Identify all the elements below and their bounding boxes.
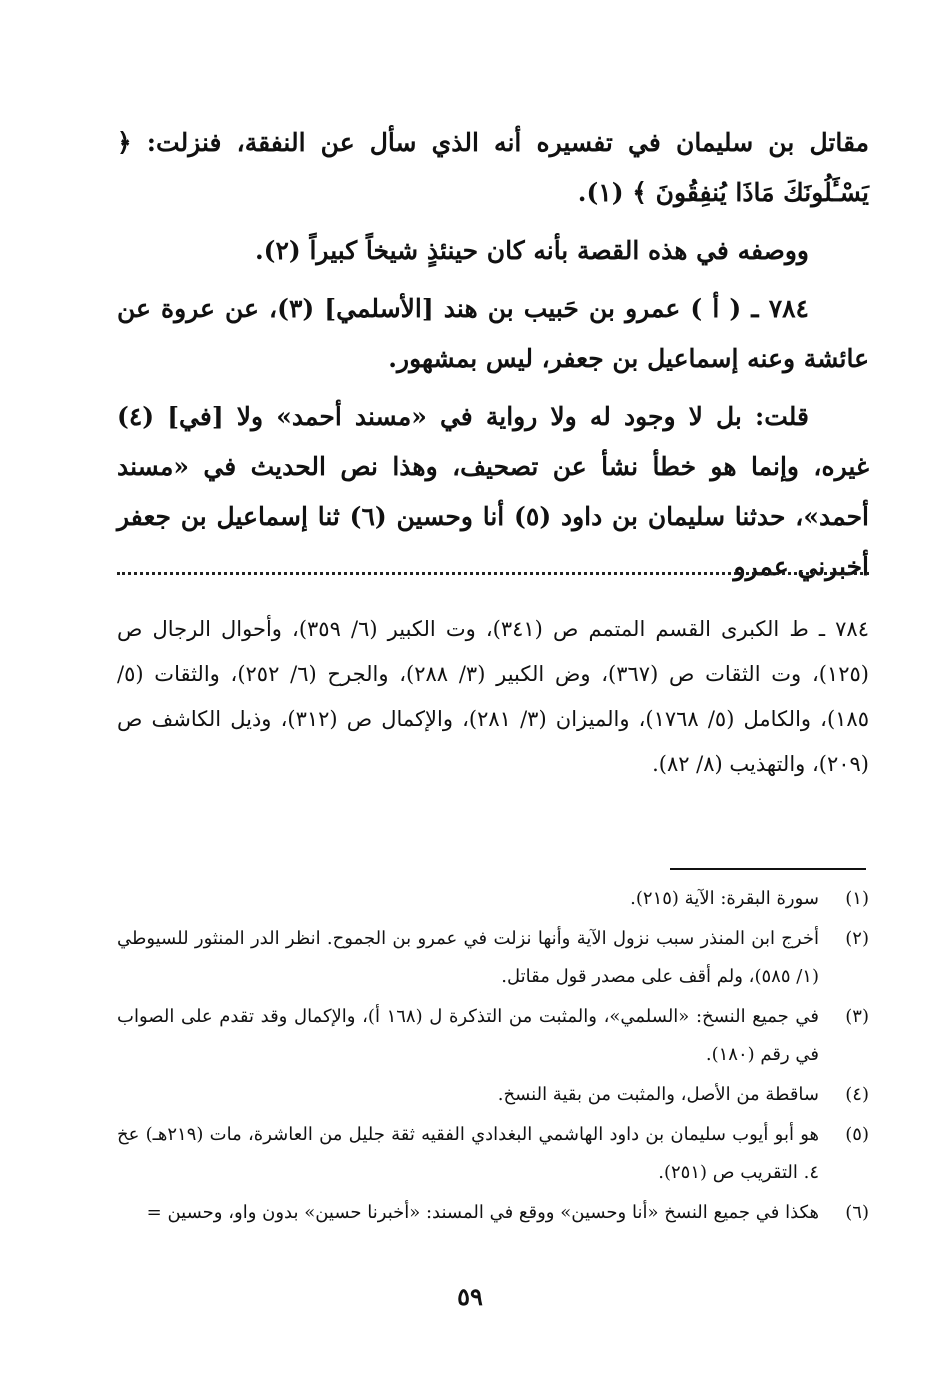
dotted-separator xyxy=(117,572,869,575)
footnote-text: أخرج ابن المنذر سبب نزول الآية وأنها نزلت في عمرو بن الجموح. انظر الدر المنثور للسيوطي (١/ ٥٨٥)، ولم أقف على مصدر قول مقاتل. xyxy=(117,928,819,987)
footnote-text: هو أبو أيوب سليمان بن داود الهاشمي البغدادي الفقيه ثقة جليل من العاشرة، مات (٢١٩هـ) عخ ٤. التقريب ص (٢٥١). xyxy=(117,1124,819,1183)
footnote xyxy=(117,1076,869,1114)
footnote-text: هكذا في جميع النسخ «أنا وحسين» ووقع في المسند: «أخبرنا حسين» بدون واو، وحسين = xyxy=(146,1202,819,1223)
footnote-separator xyxy=(670,868,866,870)
paragraph-comment: قلت: بل لا وجود له ولا رواية في «مسند أحمد» ولا [في] (٤) غيره، وإنما هو خطأ نشأ عن تصحيف، وهذا نص الحديث في «مسند أحمد»، حدثنا سليمان بن داود (٥) أنا وحسين (٦) ثنا إسماعيل بن جعفر أخبرني عمرو xyxy=(117,402,869,581)
footnote xyxy=(117,920,869,996)
page-number: ٥٩ xyxy=(457,1282,483,1311)
paragraph-1: مقاتل بن سليمان في تفسيره أنه الذي سأل عن النفقة، فنزلت: ﴿ يَسْـَٔلُونَكَ مَاذَا يُنفِقُونَ ﴾ (١). xyxy=(117,128,869,207)
footnote-number: (٣) xyxy=(845,1006,869,1027)
sources-block xyxy=(117,607,869,787)
footnote xyxy=(117,998,869,1074)
footnote xyxy=(117,1194,869,1232)
footnote-number: (٥) xyxy=(845,1124,869,1145)
footnote-number: (٢) xyxy=(845,928,869,949)
entry-784-a: ٧٨٤ ـ ( أ ) عمرو بن حَبيب بن هند [الأسلمي] (٣)، عن عروة عن عائشة وعنه إسماعيل بن جعفر، ليس بمشهور. xyxy=(117,294,869,373)
footnote-text: ساقطة من الأصل، والمثبت من بقية النسخ. xyxy=(497,1084,819,1105)
paragraph-2: ووصفه في هذه القصة بأنه كان حينئذٍ شيخاً كبيراً (٢). xyxy=(254,236,809,265)
footnote xyxy=(117,880,869,918)
footnote-number: (١) xyxy=(845,888,869,909)
footnote-text: في جميع النسخ: «السلمي»، والمثبت من التذكرة ل (١٦٨ أ)، والإكمال وقد تقدم على الصواب في رقم (١٨٠). xyxy=(117,1006,820,1065)
footnote-text: سورة البقرة: الآية (٢١٥). xyxy=(630,888,819,909)
footnote xyxy=(117,1116,869,1192)
sources-text: ٧٨٤ ـ ط الكبرى القسم المتمم ص (٣٤١)، وت الكبير (٦/ ٣٥٩)، وأحوال الرجال ص (١٢٥)، وت الثقات ص (٣٦٧)، وض الكبير (٣/ ٢٨٨)، والجرح (٦/ ٢٥٢)، والثقات (٥/ ١٨٥)، والكامل (٥/ ١٧٦٨)، والميزان (٣/ ٢٨١)، والإكمال ص (٣١٢)، وذيل الكاشف ص (٢٠٩)، والتهذيب (٨/ ٨٢). xyxy=(117,617,869,776)
main-text xyxy=(117,118,869,592)
footnotes xyxy=(117,880,869,1234)
footnote-number: (٦) xyxy=(845,1202,869,1223)
footnote-number: (٤) xyxy=(845,1084,869,1105)
